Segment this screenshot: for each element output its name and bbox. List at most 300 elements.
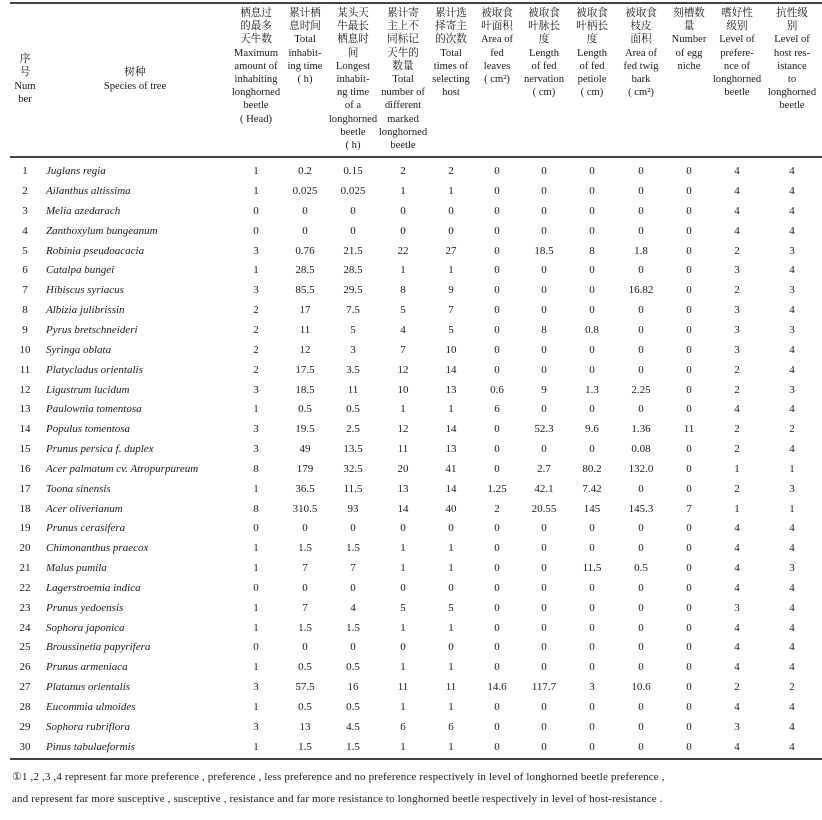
data-cell: 0	[638, 482, 644, 495]
data-cell: 145	[583, 502, 601, 515]
row-number: 20	[19, 542, 31, 555]
data-cell: 0	[589, 284, 595, 297]
header-en-line: nce of	[723, 60, 751, 72]
data-cell: 4	[789, 661, 795, 674]
data-cell: 0	[638, 720, 644, 733]
data-cell: 6	[448, 720, 454, 733]
header-zh-line: 面积	[630, 34, 652, 46]
header-zh-line: 累计寄	[387, 8, 419, 19]
data-cell: 0	[541, 224, 547, 237]
header-zh-line: 择寄主	[435, 21, 467, 33]
data-cell: 0	[589, 443, 595, 456]
data-cell: 1	[253, 264, 259, 277]
data-cell: 8	[541, 323, 547, 336]
data-cell: 2	[400, 165, 406, 178]
species-name: Sophora japonica	[46, 621, 125, 634]
data-cell: 4	[789, 403, 795, 416]
row-number: 29	[19, 720, 31, 733]
data-cell: 2	[734, 363, 740, 376]
species-name: Melia azedarach	[46, 204, 121, 217]
data-cell: 1	[253, 621, 259, 634]
data-cell: 4	[789, 641, 795, 654]
data-cell: 80.2	[582, 462, 602, 475]
header-zh-line: 累计选	[435, 8, 467, 19]
table-row	[10, 341, 822, 361]
data-cell: 20.55	[531, 502, 557, 515]
species-name: Hibiscus syriacus	[46, 284, 124, 297]
row-number: 22	[19, 581, 31, 594]
data-cell: 0	[589, 165, 595, 178]
data-cell: 0	[541, 621, 547, 634]
header-zh-line: 被取食	[481, 8, 513, 19]
data-cell: 1.5	[346, 621, 360, 634]
data-cell: 10.6	[631, 681, 651, 694]
data-cell: 0	[541, 204, 547, 217]
data-cell: 10	[445, 343, 457, 356]
header-zh-line: 的次数	[435, 34, 467, 46]
data-cell: 4	[734, 522, 740, 535]
data-cell: 27	[445, 244, 457, 257]
header-zh-line: 被取食	[576, 8, 608, 19]
data-cell: 0	[589, 581, 595, 594]
header-zh-line: 栖息过	[240, 8, 272, 19]
table-row	[10, 242, 822, 262]
header-zh-line: 度	[538, 34, 550, 46]
data-cell: 4	[734, 185, 740, 198]
header-zh-line: 树种	[124, 67, 146, 79]
data-cell: 0	[589, 601, 595, 614]
data-cell: 2	[734, 244, 740, 257]
data-cell: 1	[253, 661, 259, 674]
data-cell: 14.6	[487, 681, 507, 694]
header-en-line: Area of	[624, 47, 658, 59]
header-en-line: prefere-	[720, 47, 754, 59]
data-cell: 0	[350, 224, 356, 237]
data-cell: 7	[400, 343, 406, 356]
data-cell: 5	[448, 323, 454, 336]
data-cell: 9.6	[585, 423, 599, 436]
header-en-line: of a	[344, 100, 362, 112]
table-row	[10, 599, 822, 619]
species-name: Zanthoxylum bungeanum	[46, 224, 158, 237]
header-zh-line: 的最多	[240, 21, 272, 33]
data-cell: 11	[445, 681, 457, 694]
row-number: 23	[19, 601, 31, 614]
data-cell: 0	[494, 601, 500, 614]
species-name: Prunus cerasifera	[46, 522, 126, 535]
species-name: Platycladus orientalis	[46, 363, 143, 376]
data-cell: 0	[686, 304, 692, 317]
header-en-line: selecting	[432, 74, 470, 86]
header-en-line: istance	[777, 60, 807, 72]
data-cell: 1.8	[634, 244, 648, 257]
species-name: Sophora rubriflora	[46, 720, 131, 733]
column-header	[666, 3, 712, 157]
data-cell: 1	[448, 264, 454, 277]
data-cell: 0	[541, 403, 547, 416]
data-cell: 8	[589, 244, 595, 257]
data-cell: 8	[253, 462, 259, 475]
data-cell: 0	[589, 204, 595, 217]
data-cell: 4	[789, 363, 795, 376]
data-cell: 0	[400, 641, 406, 654]
header-zh-line: 栖息时	[337, 34, 369, 46]
host-selection-table	[10, 2, 822, 760]
data-cell: 1.36	[631, 423, 651, 436]
data-cell: 0	[638, 542, 644, 555]
data-cell: 0	[686, 343, 692, 356]
data-cell: 0	[541, 443, 547, 456]
header-zh-line: 序	[19, 54, 31, 66]
header-en-line: nervation	[523, 74, 564, 86]
data-cell: 0	[589, 720, 595, 733]
header-en-line: ( cm²)	[628, 87, 654, 99]
column-header	[282, 3, 328, 157]
data-cell: 52.3	[534, 423, 554, 436]
header-en-line: Total	[294, 34, 316, 46]
data-cell: 20	[397, 462, 409, 475]
row-number: 28	[19, 701, 31, 714]
data-cell: 3	[253, 244, 259, 257]
header-zh-line: 同标记	[387, 34, 419, 46]
data-cell: 1.5	[298, 542, 312, 555]
data-cell: 0	[541, 185, 547, 198]
data-cell: 0	[494, 542, 500, 555]
data-cell: 17.5	[295, 363, 315, 376]
data-cell: 0	[541, 581, 547, 594]
data-cell: 16.82	[628, 284, 654, 297]
species-name: Juglans regia	[46, 165, 106, 178]
data-cell: 1	[428, 738, 474, 759]
data-cell: 5	[400, 304, 406, 317]
data-cell: 7	[302, 562, 308, 575]
data-cell: 0	[638, 621, 644, 634]
data-cell: 0	[616, 738, 666, 759]
data-cell: 1	[230, 738, 282, 759]
data-cell: 0	[686, 165, 692, 178]
data-cell: 40	[445, 502, 457, 515]
data-cell: 13	[299, 720, 311, 733]
header-en-line: Length	[576, 47, 607, 59]
data-cell: 11	[397, 443, 409, 456]
column-header	[474, 3, 520, 157]
data-cell: 3	[734, 304, 740, 317]
data-cell: 0	[494, 701, 500, 714]
header-zh-line: 累计栖	[289, 8, 321, 19]
header-en-line: times of	[433, 60, 469, 72]
data-cell: 1.5	[298, 621, 312, 634]
data-cell: 4.5	[346, 720, 360, 733]
header-zh-line: 牛最长	[337, 21, 369, 33]
data-cell: 0	[350, 581, 356, 594]
table-row	[10, 460, 822, 480]
species-name: Platanus orientalis	[46, 681, 131, 694]
header-zh-line: 量	[683, 21, 695, 33]
data-cell: 29.5	[343, 284, 363, 297]
data-cell: 1	[253, 542, 259, 555]
data-cell: 21.5	[343, 244, 363, 257]
data-cell: 0	[686, 482, 692, 495]
data-cell: 0	[494, 264, 500, 277]
data-cell: 4	[734, 403, 740, 416]
data-cell: 0	[686, 542, 692, 555]
data-cell: 8	[400, 284, 406, 297]
row-number: 19	[19, 522, 31, 535]
data-cell: 0	[686, 244, 692, 257]
data-cell: 4	[734, 165, 740, 178]
data-cell: 3.5	[346, 363, 360, 376]
header-zh-line: 刻槽数	[673, 8, 705, 19]
header-en-line: host	[442, 87, 460, 99]
header-en-line: of fed	[579, 60, 605, 72]
data-cell: 0	[686, 581, 692, 594]
data-cell: 0.5	[634, 562, 648, 575]
data-cell: 0.15	[343, 165, 363, 178]
data-cell: 8	[253, 502, 259, 515]
data-cell: 0	[541, 264, 547, 277]
species-name: Prunus persica f. duplex	[46, 443, 154, 456]
data-cell: 0	[686, 720, 692, 733]
data-cell: 2.25	[631, 383, 651, 396]
data-cell: 0	[448, 641, 454, 654]
header-en-line: petiole	[577, 74, 607, 86]
species-name: Lagerstroemia indica	[46, 581, 141, 594]
species-name: Toona sinensis	[46, 482, 111, 495]
data-cell: 0	[541, 343, 547, 356]
data-cell: 2	[789, 681, 795, 694]
table-row	[10, 539, 822, 559]
data-cell: 1	[253, 562, 259, 575]
header-en-line: ( cm)	[532, 87, 556, 99]
header-zh-line: 级别	[726, 21, 748, 33]
data-cell: 0	[568, 738, 616, 759]
data-cell: 1	[789, 502, 795, 515]
data-cell: 0	[686, 462, 692, 475]
data-cell: 2	[494, 502, 500, 515]
table-row	[10, 261, 822, 281]
data-cell: 4	[734, 562, 740, 575]
data-cell: 13.5	[343, 443, 363, 456]
data-cell: 0	[253, 581, 259, 594]
data-cell: 2	[253, 343, 259, 356]
header-en-line: different	[384, 100, 422, 112]
species-name: Pinus tabulaeformis	[40, 738, 230, 759]
data-cell: 3	[253, 383, 259, 396]
data-cell: 2	[734, 284, 740, 297]
data-cell: 1	[253, 601, 259, 614]
data-cell: 13	[397, 482, 409, 495]
header-en-line: Species of tree	[103, 80, 167, 92]
table-row	[10, 157, 822, 182]
table-row	[10, 658, 822, 678]
row-number: 4	[22, 224, 28, 237]
data-cell: 22	[397, 244, 409, 257]
row-number: 25	[19, 641, 31, 654]
data-cell: 0	[686, 323, 692, 336]
data-cell: 4	[789, 204, 795, 217]
table-row	[10, 281, 822, 301]
header-en-line: longhorned	[767, 87, 817, 99]
header-en-line: marked	[387, 113, 419, 125]
data-cell: 0	[686, 363, 692, 376]
data-cell: 0	[638, 661, 644, 674]
header-zh-line: 被取食	[528, 8, 560, 19]
table-row	[10, 381, 822, 401]
data-cell: 0	[448, 204, 454, 217]
data-cell: 0	[589, 661, 595, 674]
data-cell: 14	[445, 423, 457, 436]
data-cell: 1	[448, 403, 454, 416]
data-cell: 36.5	[295, 482, 315, 495]
species-name: Acer oliverianum	[46, 502, 123, 515]
header-en-line: leaves	[483, 60, 511, 72]
table-row	[10, 440, 822, 460]
table-row	[10, 638, 822, 658]
data-cell: 0	[302, 204, 308, 217]
data-cell: 3	[734, 323, 740, 336]
data-cell: 1	[400, 542, 406, 555]
data-cell: 0	[302, 581, 308, 594]
data-cell: 3	[253, 284, 259, 297]
data-cell: 0	[541, 363, 547, 376]
header-en-line: beetle	[779, 100, 805, 112]
table-row	[10, 579, 822, 599]
species-name: Ailanthus altissima	[46, 185, 131, 198]
data-cell: 0	[638, 522, 644, 535]
data-cell: 41	[445, 462, 457, 475]
data-cell: 0	[589, 522, 595, 535]
data-cell: 4	[789, 185, 795, 198]
species-name: Populus tomentosa	[46, 423, 131, 436]
table-row	[10, 400, 822, 420]
row-number: 8	[22, 304, 28, 317]
header-en-line: Longest	[335, 60, 371, 72]
footnote-line-2: and represent far more susceptive , susceptive , resistance and far more resistance to longhorned beetle respectively in level of host-resistance .	[12, 792, 663, 805]
data-cell: 0	[589, 304, 595, 317]
data-cell: 14	[397, 502, 409, 515]
row-number: 17	[19, 482, 31, 495]
data-cell: 0	[520, 738, 568, 759]
data-cell: 0	[494, 284, 500, 297]
data-cell: 0.5	[346, 661, 360, 674]
row-number: 26	[19, 661, 31, 674]
data-cell: 1	[400, 621, 406, 634]
data-cell: 2	[253, 304, 259, 317]
data-cell: 0	[494, 165, 500, 178]
data-cell: 0	[400, 581, 406, 594]
header-en-line: beetle	[340, 126, 366, 138]
row-number: 14	[19, 423, 31, 436]
header-en-line: amount of	[234, 60, 278, 72]
data-cell: 1	[448, 185, 454, 198]
data-cell: 3	[734, 264, 740, 277]
data-cell: 93	[347, 502, 359, 515]
header-zh-line: 天牛数	[240, 34, 272, 46]
data-cell: 0	[494, 641, 500, 654]
data-cell: 0	[686, 383, 692, 396]
data-cell: 2	[253, 323, 259, 336]
data-cell: 0	[350, 522, 356, 535]
data-cell: 310.5	[292, 502, 318, 515]
data-cell: 145.3	[628, 502, 654, 515]
data-cell: 0	[494, 581, 500, 594]
data-cell: 4	[789, 601, 795, 614]
data-cell: 12	[299, 343, 311, 356]
data-cell: 0.2	[298, 165, 312, 178]
table-row	[10, 559, 822, 579]
data-cell: 0	[638, 204, 644, 217]
data-cell: 9	[448, 284, 454, 297]
header-zh-line: 别	[786, 21, 798, 33]
data-cell: 0	[638, 641, 644, 654]
row-number: 16	[19, 462, 31, 475]
table-row	[10, 698, 822, 718]
data-cell: 0	[302, 522, 308, 535]
data-cell: 0	[686, 701, 692, 714]
data-cell: 0	[686, 661, 692, 674]
species-name: Eucommia ulmoides	[46, 701, 136, 714]
data-cell: 0	[686, 621, 692, 634]
data-cell: 1	[448, 542, 454, 555]
data-cell: 0	[686, 224, 692, 237]
data-cell: 0	[350, 641, 356, 654]
data-cell: 4	[789, 304, 795, 317]
row-number: 9	[22, 323, 28, 336]
row-number: 7	[22, 284, 28, 297]
data-cell: 1.25	[487, 482, 507, 495]
header-zh-line: 间	[347, 47, 359, 59]
header-en-line: Level of	[719, 34, 755, 46]
data-cell: 4	[789, 581, 795, 594]
data-cell: 2.7	[537, 462, 551, 475]
data-cell: 13	[445, 443, 457, 456]
header-zh-line: 天牛的	[387, 47, 419, 59]
header-en-line: Area of	[480, 34, 514, 46]
data-cell: 4	[350, 601, 356, 614]
species-name: Paulownia tomentosa	[46, 403, 142, 416]
header-en-line: longhorned	[712, 74, 762, 86]
row-number: 1	[22, 165, 28, 178]
column-header	[10, 3, 40, 157]
data-cell: 0	[666, 738, 712, 759]
data-cell: 0	[494, 185, 500, 198]
data-cell: 0	[400, 204, 406, 217]
column-header	[328, 3, 378, 157]
header-zh-line: 被取食	[625, 8, 657, 19]
data-cell: 1	[448, 562, 454, 575]
data-cell: 2	[734, 383, 740, 396]
header-en-line: longhorned	[328, 113, 378, 125]
data-cell: 42.1	[534, 482, 554, 495]
data-cell: 7	[350, 562, 356, 575]
row-number: 30	[10, 738, 40, 759]
row-number: 3	[22, 204, 28, 217]
data-cell: 11.5	[343, 482, 363, 495]
data-cell: 0	[253, 204, 259, 217]
data-cell: 18.5	[295, 383, 315, 396]
header-en-line: number of	[381, 87, 425, 99]
data-cell: 0	[541, 661, 547, 674]
data-cell: 0	[494, 224, 500, 237]
table-row	[10, 718, 822, 738]
data-cell: 1	[253, 403, 259, 416]
header-en-line: beetle	[390, 140, 416, 152]
data-cell: 117.7	[531, 681, 557, 694]
data-cell: 0	[541, 284, 547, 297]
data-cell: 2	[734, 443, 740, 456]
data-cell: 4	[712, 738, 762, 759]
data-cell: 4	[734, 204, 740, 217]
